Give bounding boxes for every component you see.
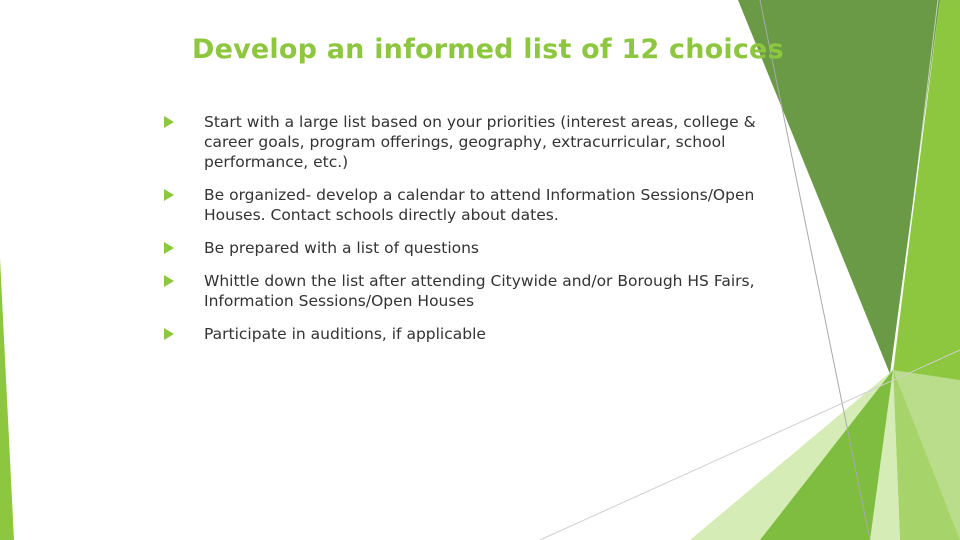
bullet-text: Be prepared with a list of questions [204,239,480,257]
bullet-item [162,324,792,344]
bullet-item [162,238,792,258]
bullet-item [162,185,792,225]
bullet-arrow-icon [164,242,174,254]
bullet-text: Participate in auditions, if applicable [204,325,486,343]
bullet-item [162,271,792,311]
bullet-text: Start with a large list based on your priorities (interest areas, college & career goals, program offerings, geography, extracurricular, school performance, etc.) [204,113,756,171]
slide-title: Develop an informed list of 12 choices [192,34,784,65]
left-accent-shape [0,258,14,540]
bullet-text: Be organized- develop a calendar to attend Information Sessions/Open Houses. Contact schools directly about dates. [204,186,755,224]
bullet-arrow-icon [164,275,174,287]
bullet-arrow-icon [164,328,174,340]
bullet-list [162,112,792,344]
bullet-item [162,112,792,172]
bullet-arrow-icon [164,116,174,128]
bullet-arrow-icon [164,189,174,201]
bullet-text: Whittle down the list after attending Citywide and/or Borough HS Fairs, Information Sessions/Open Houses [204,272,755,310]
